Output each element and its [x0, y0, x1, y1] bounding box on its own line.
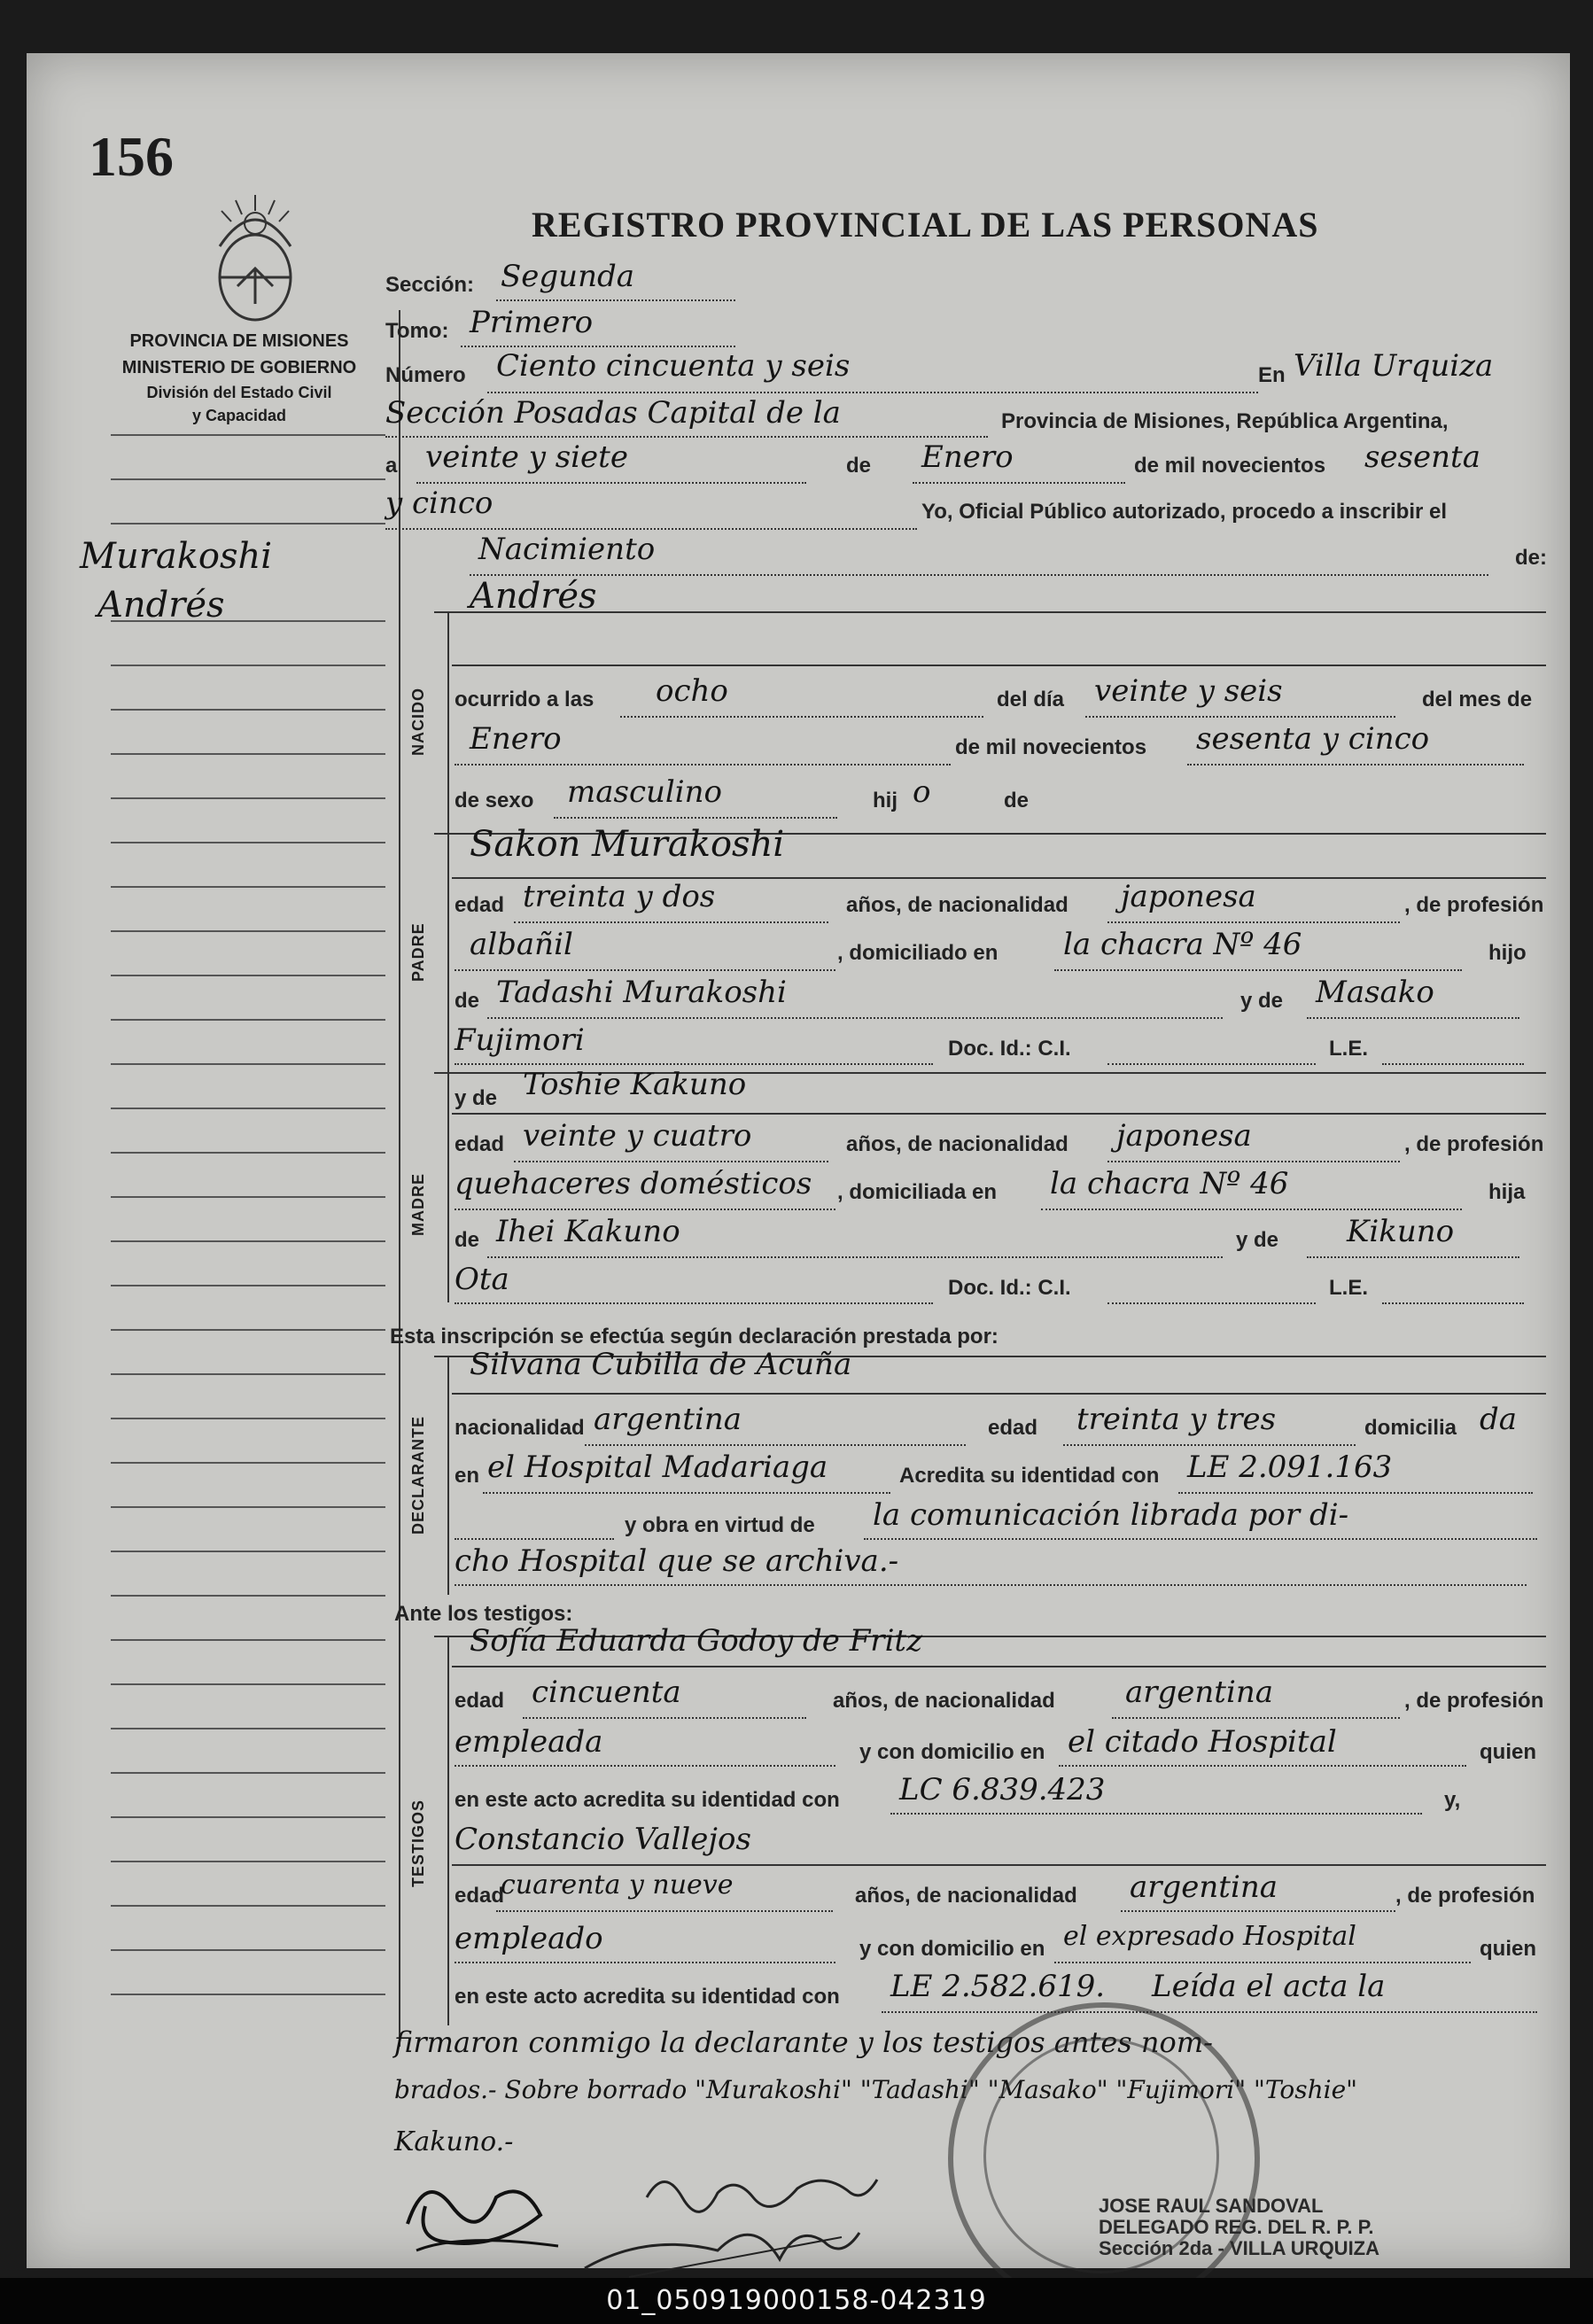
testigo1-edad-label: edad [455, 1689, 505, 1713]
madre-section-label: MADRE [409, 1173, 427, 1237]
declarante-nac-value: argentina [594, 1402, 742, 1437]
padre-nac-value: japonesa [1121, 879, 1256, 914]
testigo1-nac-label: años, de nacionalidad [833, 1689, 1055, 1713]
tipo-inscripcion-value: Nacimiento [478, 532, 656, 567]
declarante-nac-label: nacionalidad [455, 1416, 585, 1440]
tomo-value: Primero [470, 305, 594, 340]
testigos-section-label: TESTIGOS [409, 1799, 427, 1887]
madre-dom-value: la chacra Nº 46 [1050, 1166, 1289, 1201]
madre-le-label: L.E. [1329, 1276, 1369, 1300]
madre-edad-label: edad [455, 1132, 505, 1156]
padre-doc-label: Doc. Id.: C.I. [948, 1037, 1071, 1061]
margin-given-name: Andrés [97, 585, 225, 626]
declarante-en-label: en [455, 1464, 480, 1488]
testigo2-quien-label: quien [1480, 1937, 1536, 1961]
testigo2-dom-label: y con domicilio en [859, 1937, 1045, 1961]
madre-y-de-label: y de [455, 1086, 498, 1110]
declarant-signature-icon [390, 2153, 594, 2268]
padre-madre-nombre: Masako [1316, 975, 1434, 1010]
del-dia-label: del día [997, 688, 1065, 711]
closing-line-1: firmaron conmigo la declarante y los testigos antes nom- [394, 2025, 1213, 2059]
padre-nac-label: años, de nacionalidad [846, 893, 1068, 917]
testigo2-acredita-value: LE 2.582.619. [890, 1969, 1106, 2004]
del-mes-label: del mes de [1422, 688, 1533, 711]
nacido-section-label: NACIDO [409, 688, 427, 757]
declarante-virtud-value-cont: cho Hospital que se archiva.- [455, 1543, 899, 1579]
declarante-edad-value: treinta y tres [1076, 1402, 1277, 1437]
sexo-value: masculino [567, 774, 723, 810]
fecha-anio-value: sesenta [1364, 439, 1480, 475]
declarante-acredita-label: Acredita su identidad con [899, 1464, 1160, 1488]
testigo2-leida-text: Leída el acta la [1152, 1969, 1386, 2004]
nacido-de-label: de [1004, 789, 1030, 812]
testigo1-y-label: y, [1444, 1788, 1461, 1812]
de-colon-label: de: [1515, 546, 1547, 570]
issuing-authority [80, 328, 399, 427]
declarante-edad-label: edad [988, 1416, 1038, 1440]
nacido-anio-value: sesenta y cinco [1196, 721, 1430, 757]
a-label: a [385, 454, 398, 478]
ocurrido-label: ocurrido a las [455, 688, 594, 711]
testigo1-edad-value: cincuenta [532, 1675, 681, 1710]
padre-de-label: de [455, 989, 480, 1013]
madre-prof-value: quehaceres domésticos [455, 1166, 812, 1201]
fecha-anio-value-cont: y cinco [385, 486, 493, 521]
image-id-bar: 01_050919000158-042319 [0, 2278, 1593, 2324]
testigo2-prof-value: empleado [455, 1921, 603, 1956]
testigo2-nac-value: argentina [1130, 1869, 1278, 1905]
madre-dom-label: , domiciliada en [837, 1180, 998, 1204]
padre-edad-value: treinta y dos [523, 879, 716, 914]
hij-value: o [913, 774, 931, 810]
madre-y-de2-label: y de [1236, 1228, 1279, 1252]
declarante-en-value: el Hospital Madariaga [487, 1450, 828, 1485]
sexo-label: de sexo [455, 789, 534, 812]
madre-madre-nombre-cont: Ota [455, 1262, 509, 1297]
official-title: DELEGADO REG. DEL R. P. P. [1099, 2216, 1374, 2238]
seccion-value: Segunda [501, 259, 635, 294]
tomo-label: Tomo: [385, 319, 449, 343]
testigo2-prof-label: , de profesión [1395, 1884, 1535, 1908]
testigo1-dom-label: y con domicilio en [859, 1740, 1045, 1764]
fecha-mes-value: Enero [921, 439, 1014, 475]
madre-prof-label: , de profesión [1404, 1132, 1544, 1156]
closing-line-2: brados.- Sobre borrado "Murakoshi" "Tadashi" "Masako" "Fujimori" "Toshie" [394, 2075, 1358, 2104]
testigo1-nombre: Sofía Eduarda Godoy de Fritz [470, 1623, 923, 1659]
testigo2-edad-label: edad [455, 1884, 505, 1908]
padre-y-de-label: y de [1240, 989, 1284, 1013]
madre-doc-label: Doc. Id.: C.I. [948, 1276, 1071, 1300]
declarante-virtud-label: y obra en virtud de [625, 1513, 815, 1537]
fecha-dia-value: veinte y siete [425, 439, 628, 475]
en-value: Villa Urquiza [1294, 348, 1494, 384]
padre-le-label: L.E. [1329, 1037, 1369, 1061]
declarante-intro: Esta inscripción se efectúa según declaración prestada por: [390, 1325, 999, 1349]
org-province: PROVINCIA DE MISIONES [129, 331, 349, 351]
padre-padre-nombre: Tadashi Murakoshi [496, 975, 787, 1010]
official-signature-block [1099, 2196, 1379, 2259]
org-capacity: y Capacidad [191, 407, 287, 424]
hij-label: hij [873, 789, 898, 812]
mil-novecientos-label: de mil novecientos [1134, 454, 1326, 478]
lugar-value: Sección Posadas Capital de la [385, 395, 841, 431]
witness2-signature-icon [576, 2206, 868, 2286]
testigo1-prof-value: empleada [455, 1724, 603, 1760]
numero-label: Número [385, 363, 466, 387]
en-label: En [1258, 363, 1286, 387]
declarante-virtud-value: la comunicación librada por di- [873, 1497, 1349, 1533]
official-section: Sección 2da - VILLA URQUIZA [1099, 2237, 1380, 2259]
testigo2-dom-value: el expresado Hospital [1063, 1921, 1356, 1952]
padre-edad-label: edad [455, 893, 505, 917]
padre-prof-value: albañil [470, 927, 573, 962]
testigos-intro: Ante los testigos: [394, 1602, 573, 1626]
margin-surname: Murakoshi [80, 536, 273, 577]
org-ministry: MINISTERIO DE GOBIERNO [121, 358, 357, 377]
padre-prof-label: , de profesión [1404, 893, 1544, 917]
coat-of-arms-icon [202, 193, 308, 324]
madre-nac-value: japonesa [1116, 1118, 1252, 1154]
madre-nac-label: años, de nacionalidad [846, 1132, 1068, 1156]
madre-padre-nombre: Ihei Kakuno [496, 1214, 680, 1249]
padre-nombre: Sakon Murakoshi [470, 824, 785, 865]
register-page [27, 53, 1570, 2268]
provincia-text: Provincia de Misiones, República Argentina, [1001, 409, 1449, 433]
nacido-dia-value: veinte y seis [1094, 673, 1283, 709]
column-divider [399, 310, 400, 2047]
padre-madre-nombre-cont: Fujimori [455, 1022, 585, 1058]
madre-hija-label: hija [1488, 1180, 1526, 1204]
declarante-nombre: Silvana Cubilla de Acuña [470, 1347, 852, 1382]
declarante-acredita-value: LE 2.091.163 [1187, 1450, 1393, 1485]
nacido-mil-label: de mil novecientos [955, 735, 1147, 759]
page-number: 156 [89, 125, 174, 188]
closing-line-3: Kakuno.- [394, 2126, 514, 2157]
nacido-mes-value: Enero [470, 721, 562, 757]
padre-dom-value: la chacra Nº 46 [1063, 927, 1302, 962]
nacido-nombre: Andrés [470, 576, 597, 617]
testigo2-nombre: Constancio Vallejos [455, 1822, 751, 1857]
testigo2-nac-label: años, de nacionalidad [855, 1884, 1077, 1908]
testigo1-quien-label: quien [1480, 1740, 1536, 1764]
declarante-dom-value: da [1480, 1402, 1518, 1437]
oficial-text: Yo, Oficial Público autorizado, procedo a inscribir el [921, 500, 1448, 524]
declarante-dom-label: domicilia [1364, 1416, 1457, 1440]
numero-value: Ciento cincuenta y seis [496, 348, 851, 384]
page-title: REGISTRO PROVINCIAL DE LAS PERSONAS [532, 205, 1319, 245]
madre-edad-value: veinte y cuatro [523, 1118, 752, 1154]
padre-dom-label: , domiciliado en [837, 941, 999, 965]
testigo2-edad-value: cuarenta y nueve [501, 1869, 734, 1900]
org-division: División del Estado Civil [146, 384, 332, 401]
testigo1-acredita-label: en este acto acredita su identidad con [455, 1788, 840, 1812]
madre-de-label: de [455, 1228, 480, 1252]
testigo1-nac-value: argentina [1125, 1675, 1274, 1710]
de-label: de [846, 454, 872, 478]
madre-nombre: Toshie Kakuno [523, 1067, 747, 1102]
testigo2-acredita-label: en este acto acredita su identidad con [455, 1985, 840, 2009]
seccion-label: Sección: [385, 273, 475, 297]
declarante-section-label: DECLARANTE [409, 1416, 427, 1535]
testigo1-dom-value: el citado Hospital [1068, 1724, 1337, 1760]
padre-section-label: PADRE [409, 922, 427, 983]
madre-madre-nombre: Kikuno [1347, 1214, 1455, 1249]
hora-value: ocho [656, 673, 728, 709]
testigo1-prof-label: , de profesión [1404, 1689, 1544, 1713]
official-name: JOSE RAUL SANDOVAL [1099, 2195, 1324, 2217]
testigo1-acredita-value: LC 6.839.423 [899, 1772, 1106, 1807]
padre-hijo-label: hijo [1488, 941, 1527, 965]
